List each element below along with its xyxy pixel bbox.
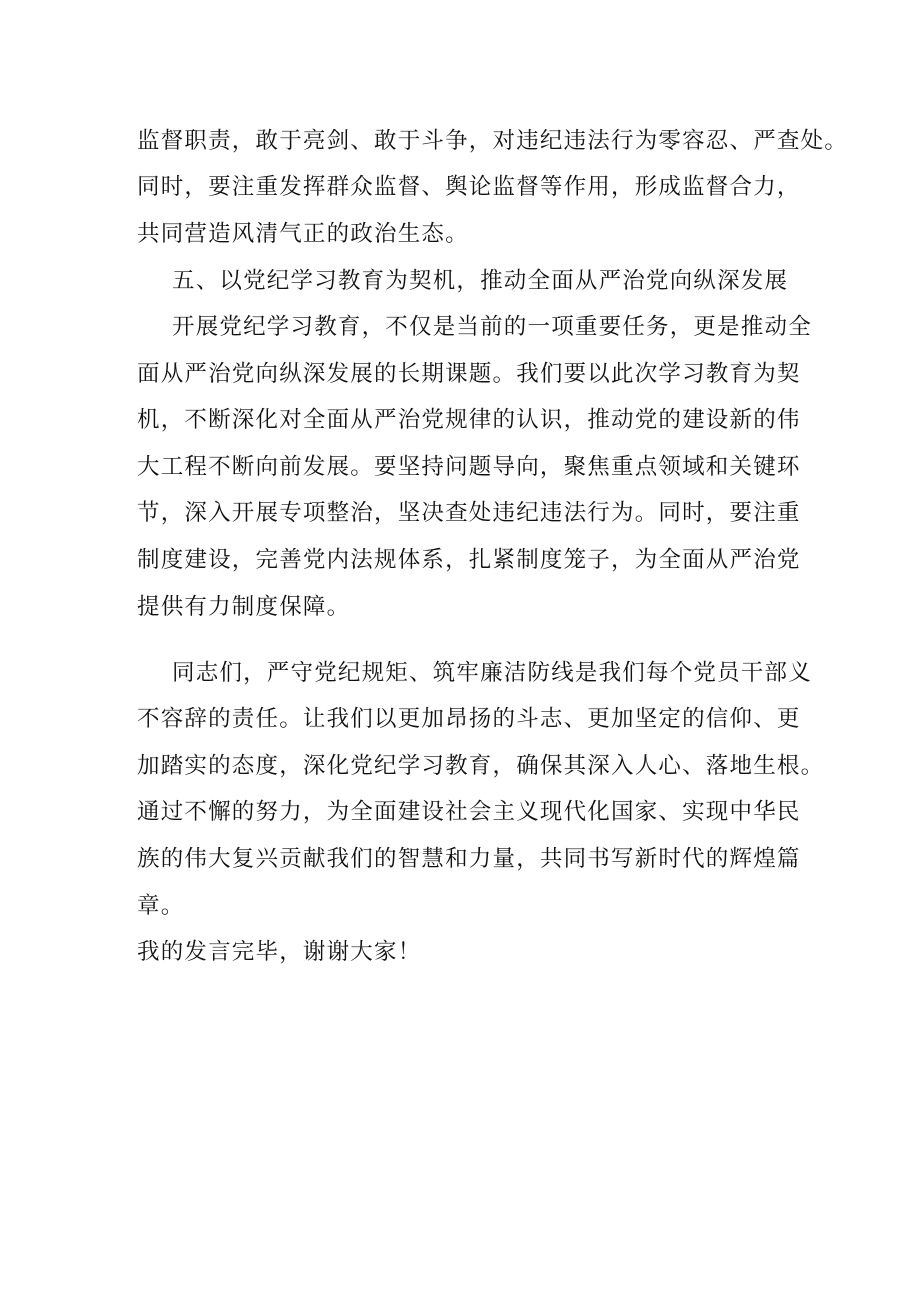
paragraph-line: 制度建设，完善党内法规体系，扎紧制度笼子，为全面从严治党	[137, 547, 801, 573]
paragraph-line: 大工程不断向前发展。要坚持问题导向，聚焦重点领域和关键环	[137, 454, 801, 480]
paragraph-line: 章。	[137, 893, 185, 919]
section-heading: 五、以党纪学习教育为契机，推动全面从严治党向纵深发展	[172, 268, 789, 294]
paragraph-line: 不容辞的责任。让我们以更加昂扬的斗志、更加坚定的信仰、更	[137, 706, 801, 732]
paragraph-line: 加踏实的态度，深化党纪学习教育，确保其深入人心、落地生根。	[137, 753, 825, 779]
paragraph-line: 面从严治党向纵深发展的长期课题。我们要以此次学习教育为契	[137, 361, 801, 387]
paragraph-line: 通过不懈的努力，为全面建设社会主义现代化国家、实现中华民	[137, 799, 801, 825]
paragraph-line: 同时，要注重发挥群众监督、舆论监督等作用，形成监督合力，	[137, 174, 801, 200]
paragraph-line: 机，不断深化对全面从严治党规律的认识，推动党的建设新的伟	[137, 407, 801, 433]
closing-line: 我的发言完毕，谢谢大家！	[137, 939, 422, 965]
paragraph-line: 监督职责，敢于亮剑、敢于斗争，对违纪违法行为零容忍、严查处。	[137, 128, 849, 154]
paragraph-line: 提供有力制度保障。	[137, 594, 351, 620]
paragraph-line: 族的伟大复兴贡献我们的智慧和力量，共同书写新时代的辉煌篇	[137, 846, 801, 872]
paragraph-line: 开展党纪学习教育，不仅是当前的一项重要任务，更是推动全	[172, 314, 812, 340]
paragraph-line: 共同营造风清气正的政治生态。	[137, 221, 469, 247]
paragraph-line: 节，深入开展专项整治，坚决查处违纪违法行为。同时，要注重	[137, 500, 801, 526]
paragraph-line: 同志们，严守党纪规矩、筑牢廉洁防线是我们每个党员干部义	[172, 660, 812, 686]
